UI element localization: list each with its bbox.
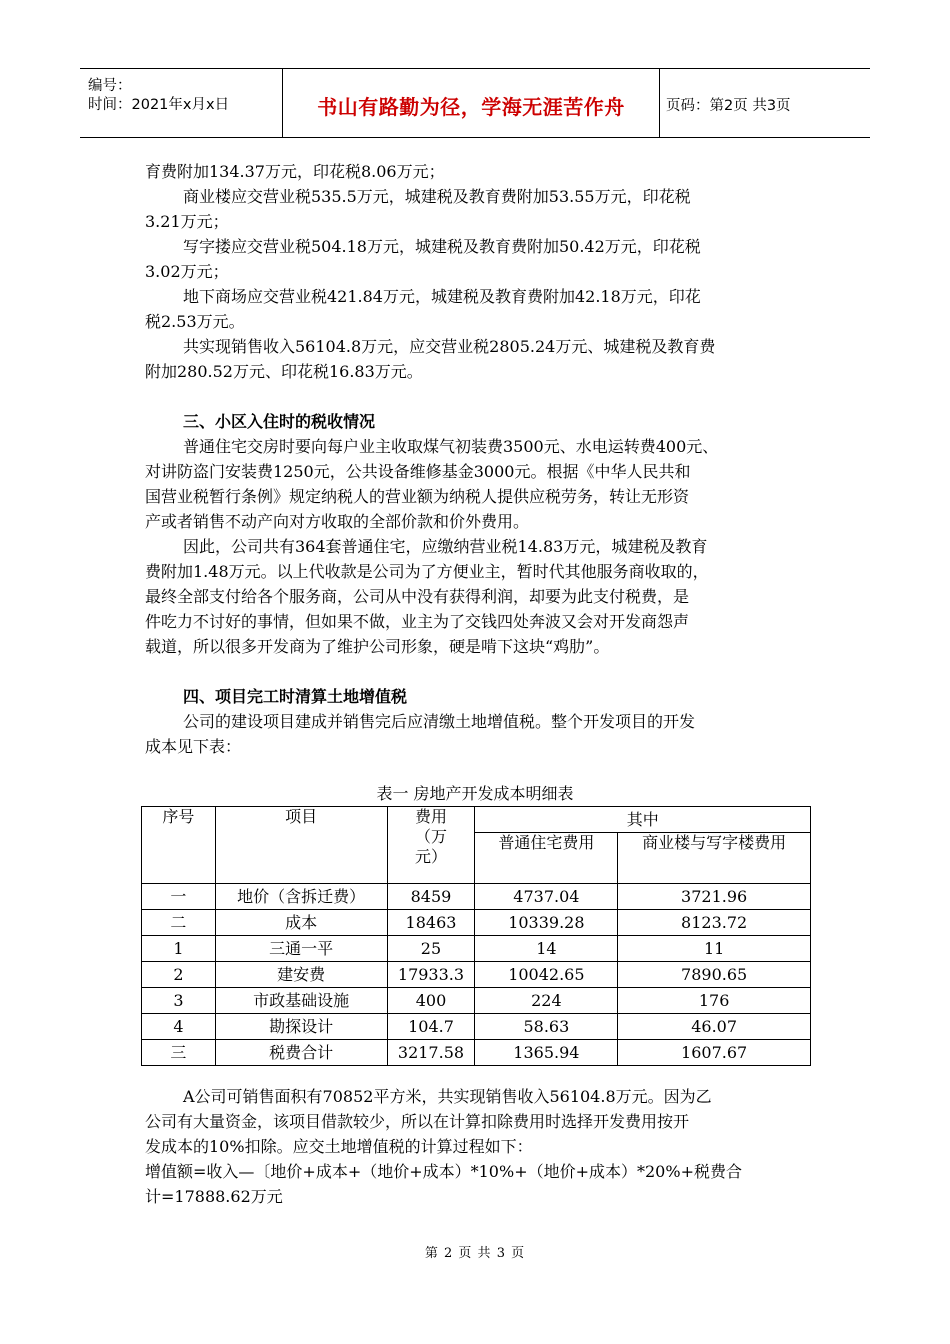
cell-item: 三通一平 [215, 936, 387, 962]
section-heading: 四、项目完工时清算土地增值税 [183, 687, 408, 706]
table-row [142, 962, 811, 988]
table-row [142, 1014, 811, 1040]
text-line: 产或者销售不动产向对方收取的全部价款和价外费用。 [145, 512, 530, 531]
text-line: 普通住宅交房时要向每户业主收取煤气初装费3500元、水电运转费400元、 [183, 437, 719, 456]
header-motto: 书山有路勤为径，学海无涯苦作舟 [317, 95, 625, 119]
cell-seq: 一 [142, 884, 216, 910]
cell-seq: 2 [142, 962, 216, 988]
table-row [142, 936, 811, 962]
header-page-cell [660, 69, 870, 137]
cell-item: 税费合计 [215, 1040, 387, 1066]
table-row [142, 910, 811, 936]
header-info-cell [80, 69, 283, 137]
header-fee-line: （万 [414, 827, 447, 846]
text-line: 公司有大量资金，该项目借款较少，所以在计算扣除费用时选择开发费用按开 [145, 1112, 690, 1131]
text-line: 增值额=收入—〔地价+成本+（地价+成本）*10%+（地价+成本）*20%+税费合 [145, 1162, 742, 1181]
text-line: 计=17888.62万元 [145, 1187, 283, 1206]
text-line: 费附加1.48万元。以上代收款是公司为了方便业主，暂时代其他服务商收取的， [145, 562, 709, 581]
header-item: 项目 [215, 807, 387, 884]
cell-seq: 二 [142, 910, 216, 936]
cell-residential: 4737.04 [475, 884, 618, 910]
text-line: 税2.53万元。 [145, 312, 245, 331]
cell-commercial: 11 [618, 936, 811, 962]
text-line: 地下商场应交营业税421.84万元，城建税及教育费附加42.18万元，印花 [183, 287, 701, 306]
text-line: 载道，所以很多开发商为了维护公司形象，硬是啃下这块“鸡肋”。 [145, 637, 610, 656]
cell-residential: 1365.94 [475, 1040, 618, 1066]
text-line: 3.21万元； [145, 212, 229, 231]
table-row [142, 884, 811, 910]
cost-table [141, 806, 811, 1066]
text-line: 育费附加134.37万元，印花税8.06万元； [145, 162, 445, 181]
cell-seq: 3 [142, 988, 216, 1014]
cell-fee: 25 [387, 936, 475, 962]
text-line: 商业楼应交营业税535.5万元，城建税及教育费附加53.55万元，印花税 [183, 187, 691, 206]
page-header [80, 68, 870, 138]
text-line: 公司的建设项目建成并销售完后应清缴土地增值税。整个开发项目的开发 [183, 712, 696, 731]
cell-residential: 58.63 [475, 1014, 618, 1040]
cell-item: 勘探设计 [215, 1014, 387, 1040]
header-residential: 普通住宅费用 [475, 833, 618, 884]
cell-item: 建安费 [215, 962, 387, 988]
text-line: 国营业税暂行条例》规定纳税人的营业额为纳税人提供应税劳务，转让无形资 [145, 487, 690, 506]
text-line: 共实现销售收入56104.8万元，应交营业税2805.24万元、城建税及教育费 [183, 337, 716, 356]
cell-residential: 14 [475, 936, 618, 962]
table-row [142, 1040, 811, 1066]
cell-seq: 1 [142, 936, 216, 962]
header-fee-line: 元） [414, 847, 447, 866]
cell-item: 成本 [215, 910, 387, 936]
document-date: 时间：2021年x月x日 [88, 97, 230, 113]
text-line: A公司可销售面积有70852平方米，共实现销售收入56104.8万元。因为乙 [183, 1087, 712, 1106]
document-number: 编号： [88, 78, 132, 94]
cell-commercial: 1607.67 [618, 1040, 811, 1066]
cell-fee: 8459 [387, 884, 475, 910]
text-line: 成本见下表： [145, 737, 242, 756]
text-line: 最终全部支付给各个服务商，公司从中没有获得利润，却要为此支付税费，是 [145, 587, 690, 606]
header-page-number: 页码：第2页 共3页 [666, 98, 791, 114]
cell-residential: 224 [475, 988, 618, 1014]
text-line: 因此，公司共有364套普通住宅，应缴纳营业税14.83万元，城建税及教育 [183, 537, 708, 556]
header-fee-line: 费用 [414, 807, 447, 826]
text-line: 件吃力不讨好的事情，但如果不做，业主为了交钱四处奔波又会对开发商怨声 [145, 612, 690, 631]
cell-fee: 18463 [387, 910, 475, 936]
header-fee [387, 807, 475, 884]
text-line: 附加280.52万元、印花税16.83万元。 [145, 362, 423, 381]
cell-commercial: 176 [618, 988, 811, 1014]
cell-item: 地价（含拆迁费） [215, 884, 387, 910]
cell-fee: 104.7 [387, 1014, 475, 1040]
cell-commercial: 8123.72 [618, 910, 811, 936]
header-seq: 序号 [142, 807, 216, 884]
header-among: 其中 [475, 807, 811, 833]
table-row [142, 988, 811, 1014]
page-footer: 第 2 页 共 3 页 [424, 1246, 526, 1261]
section-heading: 三、小区入住时的税收情况 [183, 412, 376, 431]
cell-item: 市政基础设施 [215, 988, 387, 1014]
text-line: 对讲防盗门安装费1250元，公共设备维修基金3000元。根据《中华人民共和 [145, 462, 691, 481]
header-commercial: 商业楼与写字楼费用 [618, 833, 811, 884]
cell-commercial: 7890.65 [618, 962, 811, 988]
cell-commercial: 46.07 [618, 1014, 811, 1040]
text-line: 发成本的10%扣除。应交土地增值税的计算过程如下： [145, 1137, 533, 1156]
cell-seq: 三 [142, 1040, 216, 1066]
cell-residential: 10339.28 [475, 910, 618, 936]
cell-fee: 400 [387, 988, 475, 1014]
table-header-row [142, 807, 811, 833]
cell-residential: 10042.65 [475, 962, 618, 988]
text-line: 3.02万元； [145, 262, 229, 281]
table-caption: 表一 房地产开发成本明细表 [376, 784, 574, 803]
cell-fee: 3217.58 [387, 1040, 475, 1066]
text-line: 写字搂应交营业税504.18万元，城建税及教育费附加50.42万元，印花税 [183, 237, 701, 256]
cell-commercial: 3721.96 [618, 884, 811, 910]
header-motto-cell [283, 69, 660, 137]
cell-fee: 17933.3 [387, 962, 475, 988]
cell-seq: 4 [142, 1014, 216, 1040]
